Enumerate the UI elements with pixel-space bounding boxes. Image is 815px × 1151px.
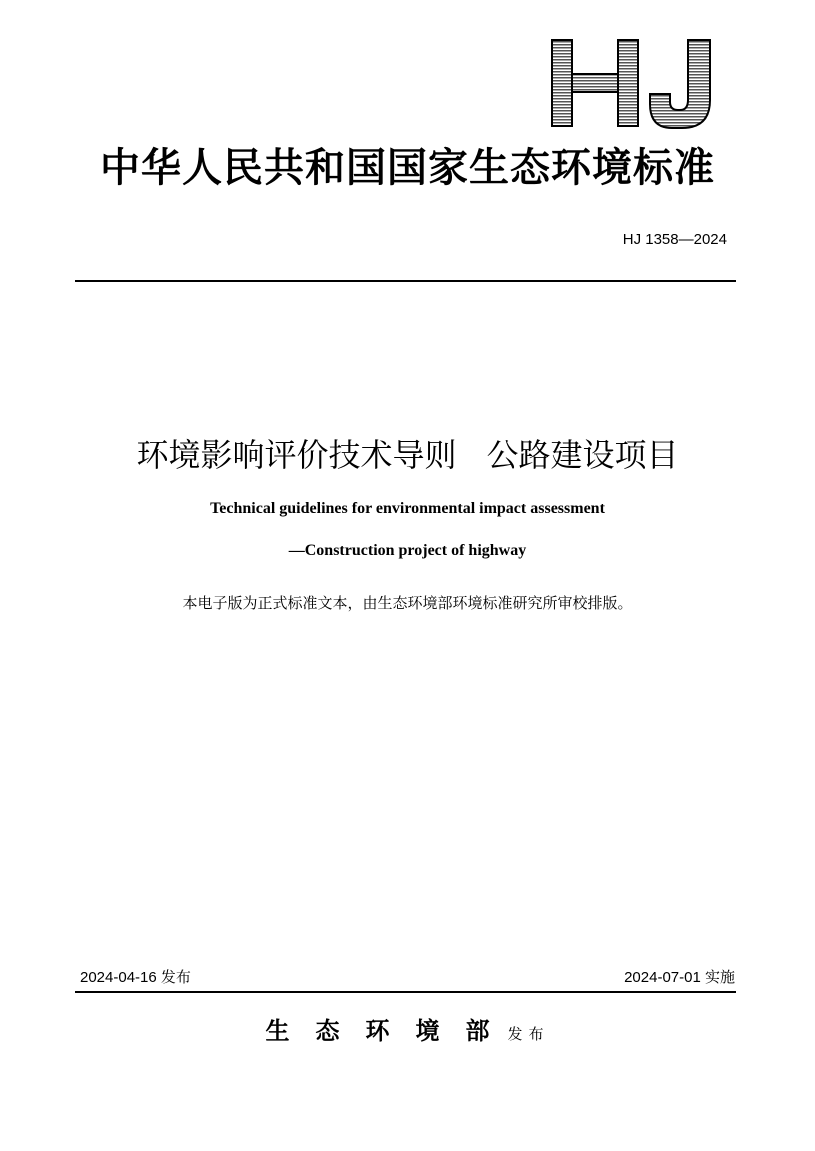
issue-date: 2024-04-16 发布 — [80, 969, 191, 986]
hj-logo — [548, 38, 716, 130]
header-divider — [75, 280, 736, 282]
title-cn-main: 环境影响评价技术导则 — [136, 436, 457, 474]
standard-number: HJ 1358—2024 — [622, 231, 727, 248]
footer-divider — [75, 991, 736, 993]
electronic-edition-note: 本电子版为正式标准文本，由生态环境部环境标准研究所审校排版。 — [182, 594, 633, 612]
issuer-suffix: 发布 — [507, 1025, 550, 1043]
issuer-name: 生态环境部 — [265, 1016, 516, 1045]
implementation-date: 2024-07-01 实施 — [624, 969, 735, 986]
document-title-cn — [0, 432, 815, 478]
document-title-en-line1: Technical guidelines for environmental impact assessment — [210, 500, 605, 517]
title-cn-sub: 公路建设项目 — [486, 436, 679, 474]
document-title-en-line2: —Construction project of highway — [288, 542, 527, 559]
issuer-line — [0, 1014, 815, 1051]
country-standard-title: 中华人民共和国国家生态环境标准 — [100, 144, 715, 191]
